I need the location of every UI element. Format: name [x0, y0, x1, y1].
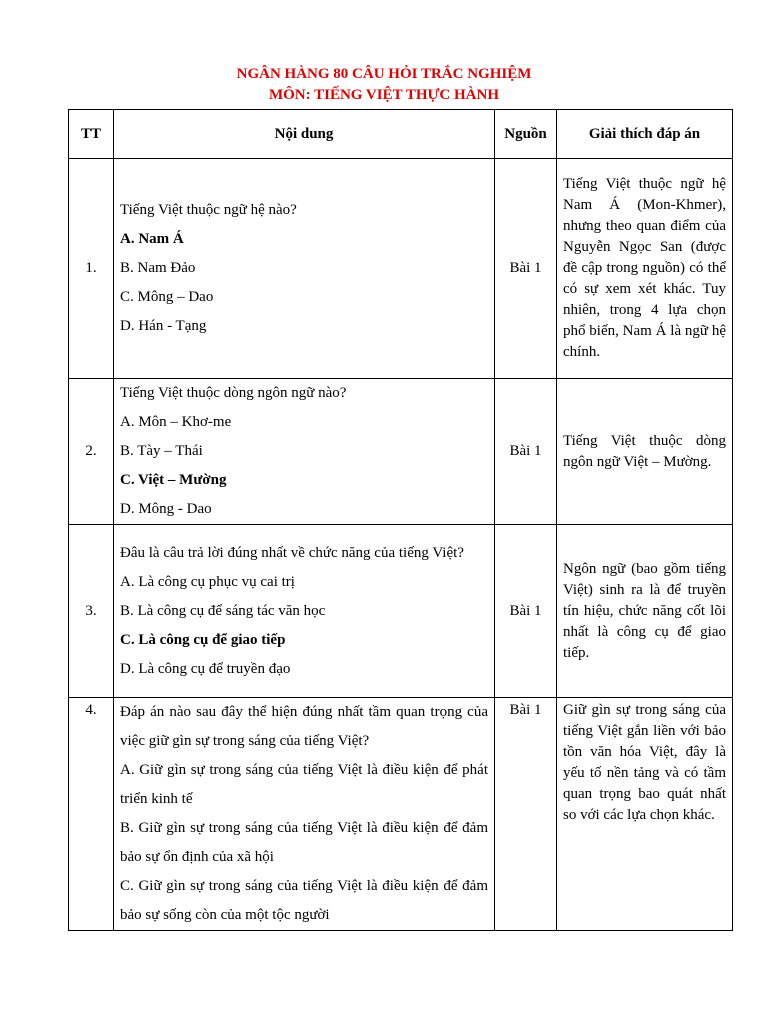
- question-text: Tiếng Việt thuộc dòng ngôn ngữ nào?: [120, 385, 347, 401]
- header-tt: TT: [69, 110, 114, 159]
- question-content: [114, 698, 495, 931]
- question-text: Tiếng Việt thuộc ngữ hệ nào?: [120, 202, 297, 218]
- table-header-row: [69, 110, 733, 159]
- option-b: B. Tày – Thái: [120, 443, 203, 459]
- header-explanation: Giải thích đáp án: [557, 110, 733, 159]
- option-b: B. Là công cụ để sáng tác văn học: [120, 602, 326, 619]
- option-c: C. Giữ gìn sự trong sáng của tiếng Việt là điều kiện để đảm bảo sự sống còn của một tộc người: [120, 878, 488, 923]
- option-c-correct: C. Là công cụ để giao tiếp: [120, 631, 286, 648]
- question-source: Bài 1: [495, 525, 557, 698]
- answer-explanation: Tiếng Việt thuộc dòng ngôn ngữ Việt – Mường.: [557, 379, 733, 525]
- option-a: A. Môn – Khơ-me: [120, 414, 232, 430]
- table-row: [69, 379, 733, 525]
- option-a: A. Giữ gìn sự trong sáng của tiếng Việt là điều kiện để phát triển kinh tế: [120, 762, 488, 807]
- option-c-correct: C. Việt – Mường: [120, 472, 227, 488]
- question-number: 1.: [69, 159, 114, 379]
- answer-explanation: Tiếng Việt thuộc ngữ hệ Nam Á (Mon-Khmer), nhưng theo quan điểm của Nguyễn Ngọc San (được đề cập trong nguồn) có thể có sự xem xét khác. Tuy nhiên, trong 4 lựa chọn phổ biến, Nam Á là ngữ hệ chính.: [557, 159, 733, 379]
- header-content: Nội dung: [114, 110, 495, 159]
- option-d: D. Hán - Tạng: [120, 318, 207, 334]
- question-number: 3.: [69, 525, 114, 698]
- option-b: B. Nam Đảo: [120, 260, 196, 276]
- document-title: NGÂN HÀNG 80 CÂU HỎI TRẮC NGHIỆM: [236, 66, 532, 82]
- question-number: 2.: [69, 379, 114, 525]
- question-text: Đáp án nào sau đây thể hiện đúng nhất tầm quan trọng của việc giữ gìn sự trong sáng của tiếng Việt?: [120, 704, 488, 749]
- question-source: Bài 1: [495, 159, 557, 379]
- question-source: Bài 1: [495, 379, 557, 525]
- table-row: [69, 159, 733, 379]
- question-content: [114, 159, 495, 379]
- question-source: Bài 1: [495, 698, 557, 931]
- option-b: B. Giữ gìn sự trong sáng của tiếng Việt là điều kiện để đảm bảo sự ổn định của xã hội: [120, 820, 488, 865]
- option-d: D. Là công cụ để truyền đạo: [120, 660, 291, 677]
- question-number: 4.: [69, 698, 114, 931]
- option-a: A. Là công cụ phục vụ cai trị: [120, 573, 295, 590]
- answer-explanation: Giữ gìn sự trong sáng của tiếng Việt gắn liền với bảo tồn văn hóa Việt, đây là yếu tố nền tảng và có tầm quan trọng bao quát nhất so với các lựa chọn khác.: [557, 698, 733, 931]
- option-d: D. Mông - Dao: [120, 501, 212, 517]
- question-content: [114, 379, 495, 525]
- option-a-correct: A. Nam Á: [120, 231, 184, 247]
- option-c: C. Mông – Dao: [120, 289, 214, 305]
- header-source: Nguồn: [495, 110, 557, 159]
- table-row: [69, 525, 733, 698]
- question-text: Đâu là câu trả lời đúng nhất về chức năng của tiếng Việt?: [120, 544, 464, 561]
- question-table: [68, 109, 733, 931]
- table-row: [69, 698, 733, 931]
- answer-explanation: Ngôn ngữ (bao gồm tiếng Việt) sinh ra là để truyền tín hiệu, chức năng cốt lõi nhất là công cụ để giao tiếp.: [557, 525, 733, 698]
- subject-title: MÔN: TIẾNG VIỆT THỰC HÀNH: [268, 87, 500, 103]
- question-content: [114, 525, 495, 698]
